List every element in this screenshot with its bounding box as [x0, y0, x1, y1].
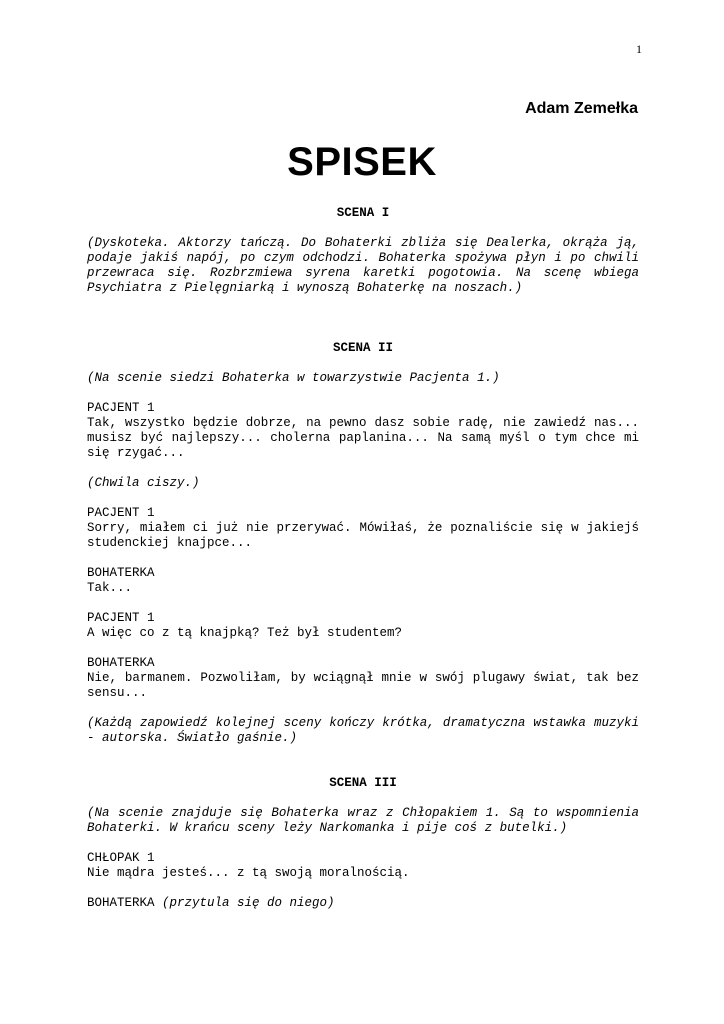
- dialogue-text: Tak...: [87, 581, 133, 595]
- dialogue-block: [87, 506, 639, 551]
- speaker-name: CHŁOPAK 1: [87, 851, 155, 865]
- stage-direction: (Na scenie siedzi Bohaterka w towarzystwie Pacjenta 1.): [87, 371, 500, 385]
- inline-stage-direction: (przytula się do niego): [162, 896, 335, 910]
- author-name: Adam Zemełka: [525, 100, 638, 117]
- dialogue-block: [87, 566, 639, 596]
- script-body: [87, 206, 639, 911]
- dialogue-text: Sorry, miałem ci już nie przerywać. Mówiłaś, że poznaliście się w jakiejś studenckiej knajpce...: [87, 521, 639, 550]
- speaker-name: BOHATERKA: [87, 566, 155, 580]
- speaker-name: PACJENT 1: [87, 401, 155, 415]
- dialogue-block: [87, 896, 639, 911]
- scene-heading-2: SCENA II: [332, 341, 393, 355]
- scene-heading-1: SCENA I: [336, 206, 390, 220]
- play-title: SPISEK: [287, 140, 437, 184]
- speaker-name: BOHATERKA: [87, 656, 155, 670]
- dialogue-block: [87, 851, 639, 881]
- page-number: 1: [636, 42, 642, 56]
- dialogue-text: Nie, barmanem. Pozwoliłam, by wciągnął mnie w swój plugawy świat, tak bez sensu...: [87, 671, 639, 700]
- dialogue-text: Nie mądra jesteś... z tą swoją moralnością.: [87, 866, 410, 880]
- dialogue-block: [87, 656, 639, 701]
- dialogue-block: [87, 611, 639, 641]
- stage-direction: (Chwila ciszy.): [87, 476, 200, 490]
- stage-direction: (Na scenie znajduje się Bohaterka wraz z Chłopakiem 1. Są to wspomnienia Bohaterki. W krańcu sceny leży Narkomanka i pije coś z butelki.): [87, 806, 639, 835]
- stage-direction: (Każdą zapowiedź kolejnej sceny kończy krótka, dramatyczna wstawka muzyki - autorska. Światło gaśnie.): [87, 716, 639, 745]
- speaker-name: PACJENT 1: [87, 506, 155, 520]
- stage-direction: (Dyskoteka. Aktorzy tańczą. Do Bohaterki zbliża się Dealerka, okrąża ją, podaje jakiś napój, po czym odchodzi. Bohaterka spożywa płyn i po chwili przewraca się. Rozbrzmiewa syrena karetki pogotowia. Na scenę wbiega Psychiatra z Pielęgniarką i wynoszą Bohaterkę na noszach.): [87, 236, 639, 295]
- speaker-name: BOHATERKA: [87, 896, 155, 910]
- scene-heading-3: SCENA III: [329, 776, 397, 790]
- dialogue-block: [87, 401, 639, 461]
- dialogue-text: A więc co z tą knajpką? Też był studentem?: [87, 626, 403, 640]
- dialogue-text: Tak, wszystko będzie dobrze, na pewno dasz sobie radę, nie zawiedź nas... musisz być najlepszy... cholerna paplanina... Na samą myśl o tym chce mi się rzygać...: [87, 416, 639, 460]
- speaker-name: PACJENT 1: [87, 611, 155, 625]
